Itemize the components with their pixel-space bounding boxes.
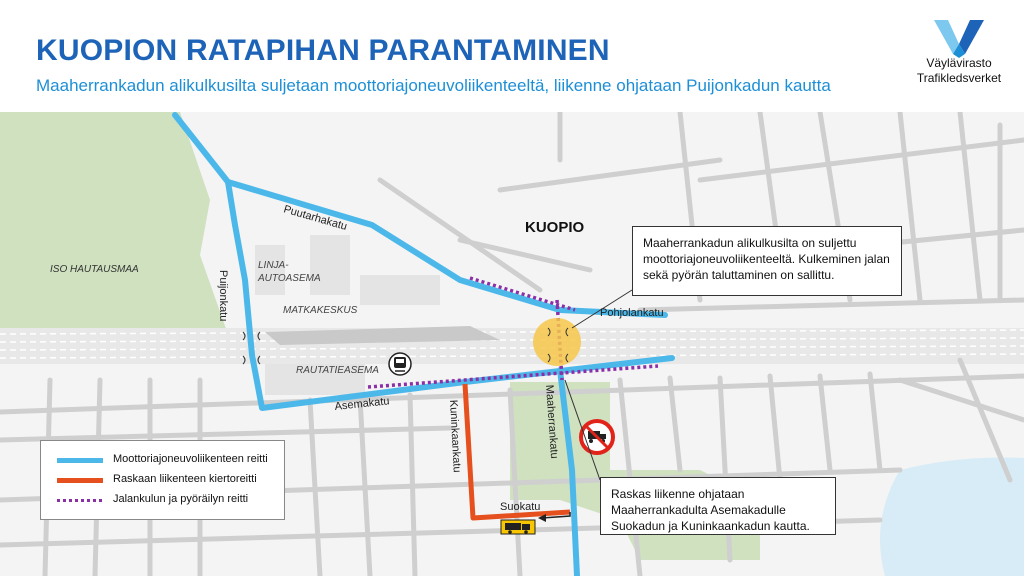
label-suokatu: Suokatu: [500, 501, 541, 513]
label-autoasema: AUTOASEMA: [258, 273, 321, 284]
legend-label: Moottoriajoneuvoliikenteen reitti: [113, 453, 268, 465]
logo-line-2: Trafikledsverket: [916, 71, 1002, 85]
page-title: KUOPION RATAPIHAN PARANTAMINEN: [36, 34, 610, 67]
label-kuninkaankatu: Kuninkaankatu: [447, 399, 463, 473]
label-iso-hautausmaa: ISO HAUTAUSMAA: [50, 264, 139, 275]
label-puijonkatu: Puijonkatu: [217, 270, 229, 322]
building: [310, 235, 350, 295]
vaylavirasto-logo: [904, 18, 1014, 102]
label-rautatieasema: RAUTATIEASEMA: [296, 365, 379, 376]
label-pohjolankatu: Pohjolankatu: [600, 307, 664, 319]
label-kuopio: KUOPIO: [525, 219, 585, 236]
train-station-icon: [389, 353, 411, 375]
logo-line-1: Väylävirasto: [926, 56, 992, 70]
no-trucks-sign-icon: [581, 421, 613, 453]
legend-swatch-blue: [57, 458, 103, 463]
truck-icon: [501, 520, 535, 534]
legend-swatch-purple: [57, 499, 103, 502]
closure-circle-icon: [533, 318, 581, 366]
legend-label: Raskaan liikenteen kiertoreitti: [113, 473, 257, 485]
page-subtitle: Maaherrankadun alikulkusilta suljetaan moottoriajoneuvoliikenteeltä, liikenne ohjataan Puijonkadun kautta: [36, 76, 831, 95]
legend-item-pedestrian: [53, 491, 272, 511]
label-maaherrankatu: Maaherrankatu: [543, 384, 561, 460]
legend-label: Jalankulun ja pyöräilyn reitti: [113, 493, 249, 505]
building: [360, 275, 440, 305]
legend-item-heavy: [53, 471, 272, 491]
label-linja: LINJA-: [258, 260, 289, 271]
callout-underpass-closed: Maaherrankadun alikulkusilta on suljettu moottoriajoneuvoliikenteeltä. Kulkeminen jalan sekä pyörän taluttaminen on sallittu.: [632, 226, 902, 296]
water-area: [880, 458, 1024, 576]
vaylavirasto-v-logo-icon: [904, 18, 1014, 58]
label-puutarhakatu: Puutarhakatu: [282, 203, 349, 233]
callout-heavy-traffic: Raskas liikenne ohjataan Maaherrankadulta Asemakadulle Suokadun ja Kuninkaankadun kautta.: [600, 477, 836, 535]
legend-item-motor: [53, 451, 272, 471]
legend-swatch-red: [57, 478, 103, 483]
map-legend: [40, 440, 285, 520]
label-asemakatu: Asemakatu: [334, 395, 391, 413]
header: [0, 0, 1024, 112]
label-matkakeskus: MATKAKESKUS: [283, 305, 358, 316]
